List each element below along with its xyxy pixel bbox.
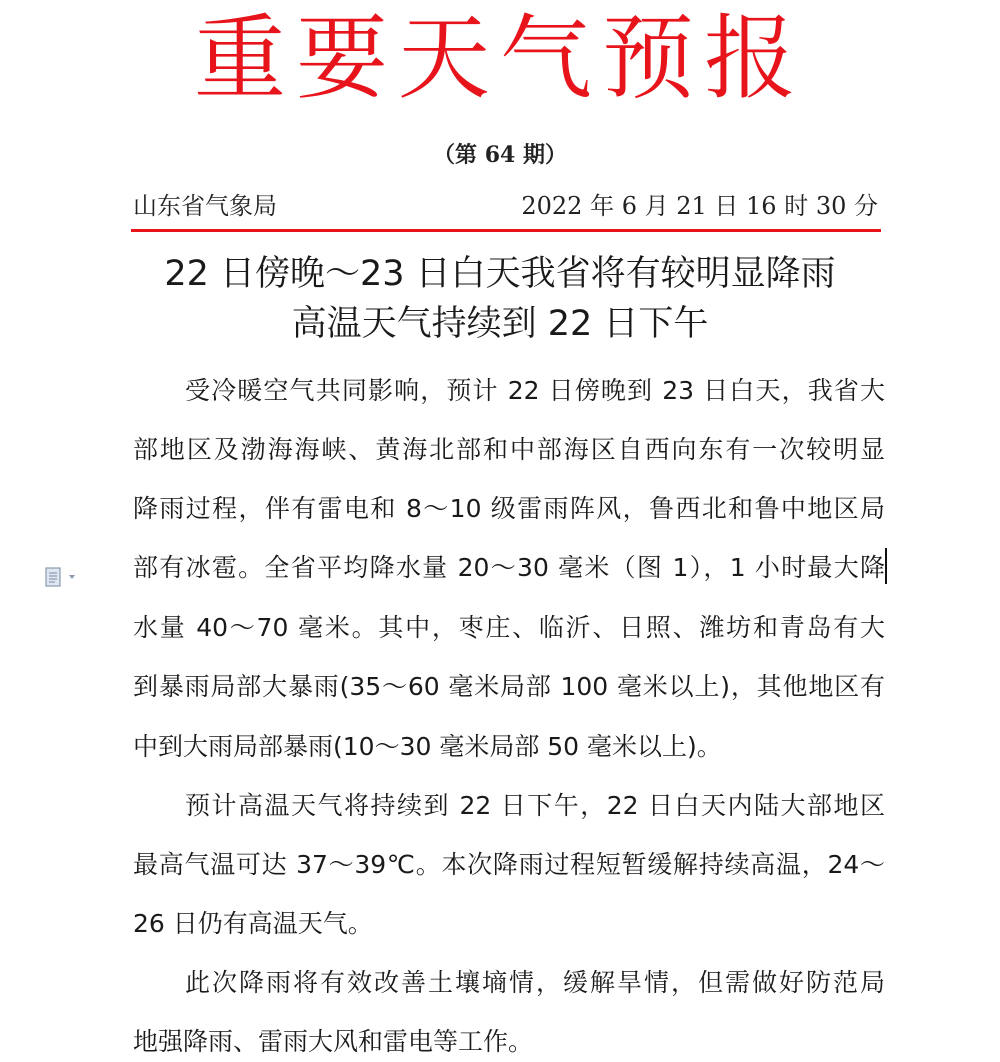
body-line: 降雨过程，伴有雷电和 8～10 级雷雨阵风，鲁西北和鲁中地区局 <box>133 494 885 523</box>
issue-number: （第 64 期） <box>433 142 567 168</box>
paragraph-icon-glyph <box>44 566 84 588</box>
issue-datetime: 2022 年 6 月 21 日 16 时 30 分 <box>521 192 878 220</box>
body-line: 最高气温可达 37～39℃。本次降雨过程短暂缓解持续高温，24～ <box>133 850 885 879</box>
body-line: 受冷暖空气共同影响，预计 22 日傍晚到 23 日白天，我省大 <box>185 376 885 405</box>
header-divider <box>131 229 881 232</box>
text-cursor <box>885 548 887 584</box>
body-line: 水量 40～70 毫米。其中，枣庄、临沂、日照、潍坊和青岛有大 <box>133 613 885 642</box>
headline-line-2: 高温天气持续到 22 日下午 <box>291 304 709 344</box>
body-line: 预计高温天气将持续到 22 日下午，22 日白天内陆大部地区 <box>185 791 885 820</box>
body-line: 部有冰雹。全省平均降水量 20～30 毫米（图 1），1 小时最大降 <box>133 553 885 582</box>
body-line: 此次降雨将有效改善土壤墒情，缓解旱情，但需做好防范局 <box>185 968 885 997</box>
meta-row <box>133 188 878 224</box>
body-line: 26 日仍有高温天气。 <box>133 909 373 938</box>
body-line: 地强降雨、雷雨大风和雷电等工作。 <box>133 1027 534 1056</box>
body-line: 部地区及渤海海峡、黄海北部和中部海区自西向东有一次较明显 <box>133 435 885 464</box>
body-line: 中到大雨局部暴雨(10～30 毫米局部 50 毫米以上)。 <box>133 732 722 761</box>
paragraph-icon[interactable] <box>44 566 84 588</box>
issuer-name: 山东省气象局 <box>133 192 277 220</box>
body-line: 到暴雨局部大暴雨(35～60 毫米局部 100 毫米以上)，其他地区有 <box>133 672 885 701</box>
masthead-title: 重要天气预报 <box>193 5 806 112</box>
headline-line-1: 22 日傍晚～23 日白天我省将有较明显降雨 <box>164 254 836 294</box>
